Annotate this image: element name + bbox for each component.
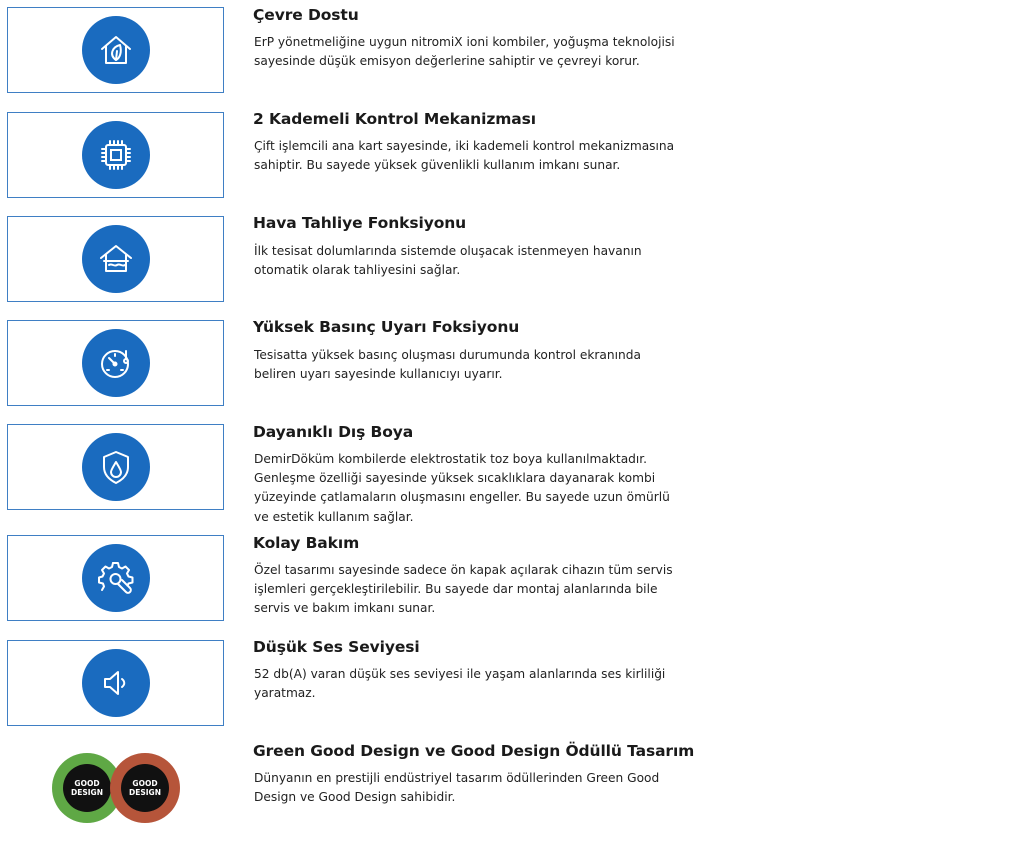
- feature-title: Hava Tahliye Fonksiyonu: [253, 214, 467, 232]
- feature-title: Yüksek Basınç Uyarı Foksiyonu: [253, 318, 520, 336]
- speaker-low-volume-icon: [82, 649, 150, 717]
- gear-wrench-icon: [82, 544, 150, 612]
- feature-icon-box: [7, 424, 224, 510]
- feature-description: DemirDöküm kombilerde elektrostatik toz boya kullanılmaktadır. Genleşme özelliği sayesinde yüksek sıcaklıklara dayanarak kombi yüzeyinde çatlamaların oluşmasını engeller. Bu sayede uzun ömürlü ve estetik kullanım sağlar.: [254, 452, 670, 524]
- feature-title: Kolay Bakım: [253, 534, 360, 552]
- feature-icon-box: [7, 112, 224, 198]
- feature-description: İlk tesisat dolumlarında sistemde oluşacak istenmeyen havanın otomatik olarak tahliyesini sağlar.: [254, 244, 642, 278]
- house-air-vent-icon: [82, 225, 150, 293]
- feature-title: Çevre Dostu: [253, 6, 359, 24]
- good-design-badges: [52, 753, 180, 825]
- feature-description: Tesisatta yüksek basınç oluşması durumunda kontrol ekranında beliren uyarı sayesinde kullanıcıyı uyarır.: [254, 348, 641, 382]
- shield-drop-icon: [82, 433, 150, 501]
- feature-title: 2 Kademeli Kontrol Mekanizması: [253, 110, 537, 128]
- feature-description: ErP yönetmeliğine uygun nitromiX ioni kombiler, yoğuşma teknolojisi sayesinde düşük emisyon değerlerine sahiptir ve çevreyi korur.: [254, 35, 675, 69]
- feature-description: Özel tasarımı sayesinde sadece ön kapak açılarak cihazın tüm servis işlemleri gerçekleştirilebilir. Bu sayede dar montaj alanlarında bile servis ve bakım imkanı sunar.: [254, 563, 673, 616]
- feature-description: Dünyanın en prestijli endüstriyel tasarım ödüllerinden Green Good Design ve Good Design sahibidir.: [254, 771, 660, 805]
- processor-chip-icon: [82, 121, 150, 189]
- feature-icon-box: [7, 320, 224, 406]
- eco-house-leaf-icon: [82, 16, 150, 84]
- feature-description: Çift işlemcili ana kart sayesinde, iki kademeli kontrol mekanizmasına sahiptir. Bu sayede yüksek güvenlikli kullanım imkanı sunar.: [254, 139, 675, 173]
- feature-icon-box: [7, 640, 224, 726]
- feature-title: Green Good Design ve Good Design Ödüllü Tasarım: [253, 742, 695, 760]
- pressure-gauge-icon: [82, 329, 150, 397]
- feature-title: Düşük Ses Seviyesi: [253, 638, 420, 656]
- feature-description: 52 db(A) varan düşük ses seviyesi ile yaşam alanlarında ses kirliliği yaratmaz.: [254, 667, 666, 701]
- feature-title: Dayanıklı Dış Boya: [253, 423, 414, 441]
- feature-icon-box: [7, 216, 224, 302]
- badge-label: GOOD DESIGN: [63, 764, 111, 812]
- feature-icon-box: [7, 535, 224, 621]
- badge-label: GOOD DESIGN: [121, 764, 169, 812]
- good-design-badge: [110, 753, 180, 823]
- feature-icon-box: [7, 7, 224, 93]
